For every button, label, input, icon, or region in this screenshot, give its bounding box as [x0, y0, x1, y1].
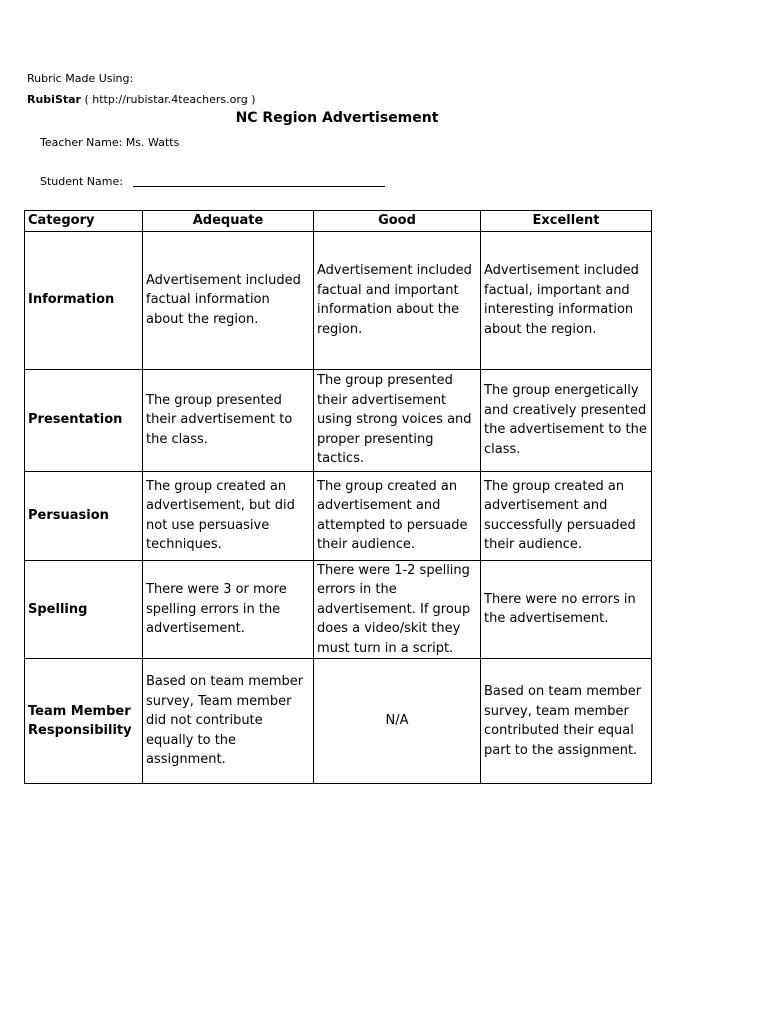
rubric-table: [24, 210, 652, 784]
rubistar-url: ( http://rubistar.4teachers.org ): [80, 93, 256, 106]
good-cell: Advertisement included factual and important information about the region.: [314, 231, 481, 369]
category-cell: Team Member Responsibility: [25, 659, 143, 784]
excellent-cell: There were no errors in the advertisement.: [481, 560, 652, 659]
adequate-cell: Advertisement included factual information about the region.: [143, 231, 314, 369]
good-cell: There were 1-2 spelling errors in the advertisement. If group does a video/skit they must turn in a script.: [314, 560, 481, 659]
excellent-cell: Advertisement included factual, important and interesting information about the region.: [481, 231, 652, 369]
header-row: [25, 211, 652, 232]
header-category: Category: [25, 211, 143, 232]
header-excellent: Excellent: [481, 211, 652, 232]
excellent-cell: The group energetically and creatively presented the advertisement to the class.: [481, 369, 652, 471]
category-cell: Spelling: [25, 560, 143, 659]
table-row: [25, 231, 652, 369]
teacher-name: Teacher Name: Ms. Watts: [40, 136, 180, 149]
rubric-made-using-label: Rubric Made Using:: [27, 72, 134, 85]
excellent-cell: Based on team member survey, team member contributed their equal part to the assignment.: [481, 659, 652, 784]
table-row: [25, 659, 652, 784]
category-cell: Presentation: [25, 369, 143, 471]
header-adequate: Adequate: [143, 211, 314, 232]
adequate-cell: The group presented their advertisement to the class.: [143, 369, 314, 471]
student-name-blank: [133, 186, 385, 187]
header-good: Good: [314, 211, 481, 232]
table-row: [25, 369, 652, 471]
table-row: [25, 560, 652, 659]
adequate-cell: The group created an advertisement, but did not use persuasive techniques.: [143, 471, 314, 560]
table-row: [25, 471, 652, 560]
category-cell: Information: [25, 231, 143, 369]
adequate-cell: There were 3 or more spelling errors in the advertisement.: [143, 560, 314, 659]
adequate-cell: Based on team member survey, Team member did not contribute equally to the assignment.: [143, 659, 314, 784]
good-cell: The group created an advertisement and attempted to persuade their audience.: [314, 471, 481, 560]
excellent-cell: The group created an advertisement and successfully persuaded their audience.: [481, 471, 652, 560]
rubistar-name: RubiStar: [27, 93, 81, 106]
good-cell: N/A: [314, 659, 481, 784]
document-title: NC Region Advertisement: [235, 110, 439, 126]
student-name-label: Student Name:: [40, 175, 123, 188]
good-cell: The group presented their advertisement using strong voices and proper presenting tactics.: [314, 369, 481, 471]
rubistar-credit: [27, 93, 255, 106]
category-cell: Persuasion: [25, 471, 143, 560]
